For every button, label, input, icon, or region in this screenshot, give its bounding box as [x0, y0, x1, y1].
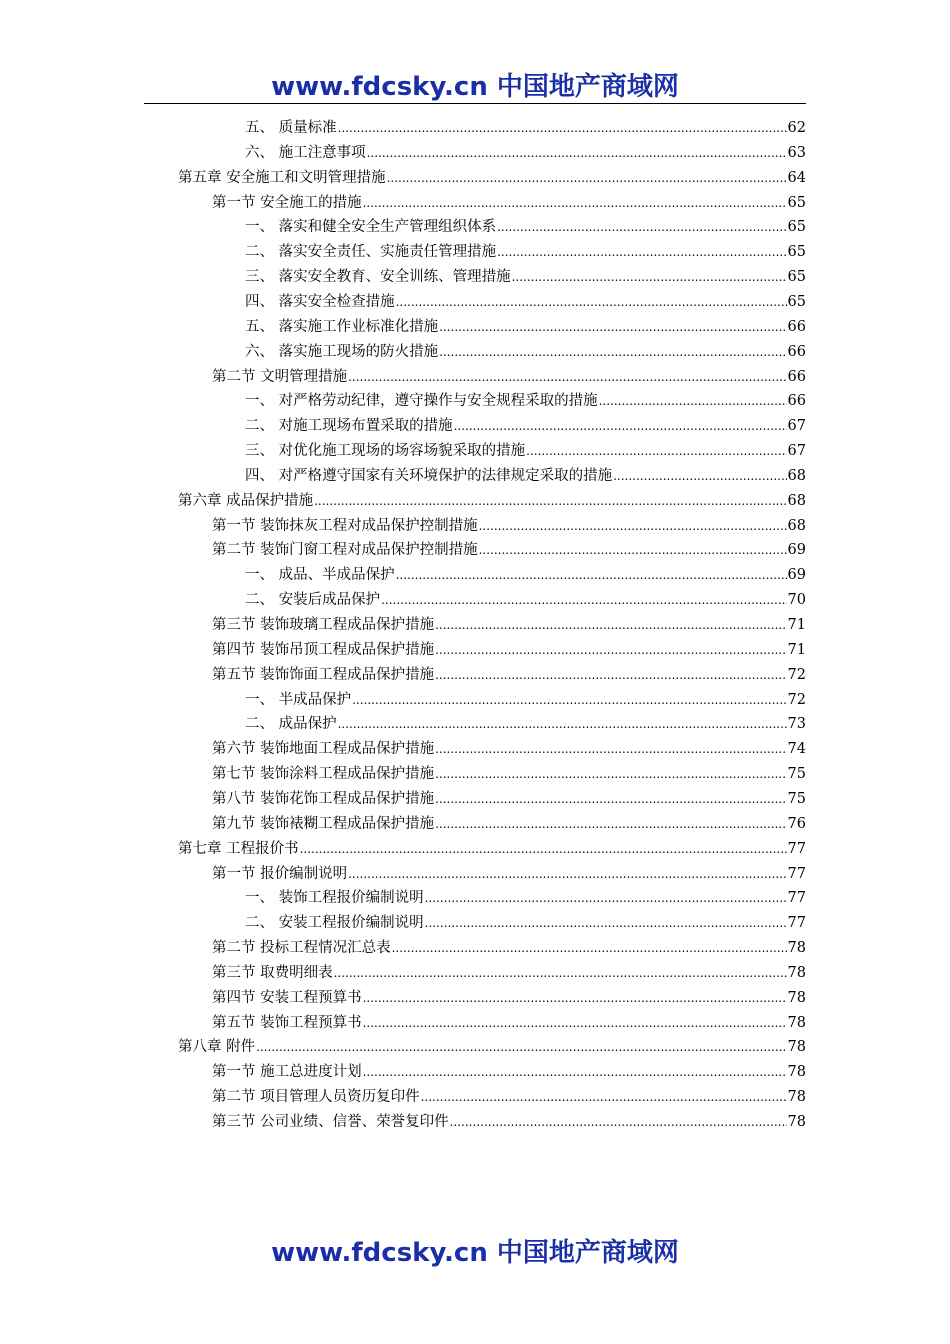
toc-entry[interactable] — [212, 936, 806, 960]
toc-leader-dots — [439, 340, 786, 364]
toc-leader-dots — [512, 265, 787, 289]
toc-entry-title: 第六章 成品保护措施 — [178, 492, 314, 509]
toc-entry-page: 69 — [787, 542, 806, 559]
toc-entry-title: 一、 成品、半成品保护 — [245, 567, 395, 584]
toc-leader-dots — [450, 1110, 787, 1134]
toc-leader-dots — [392, 936, 787, 960]
toc-entry[interactable] — [212, 538, 806, 562]
toc-entry[interactable] — [245, 439, 806, 463]
toc-entry-page: 65 — [787, 244, 806, 261]
toc-entry[interactable] — [245, 588, 806, 612]
toc-leader-dots — [338, 712, 787, 736]
toc-entry-page: 78 — [787, 1089, 806, 1106]
toc-leader-dots — [425, 886, 787, 910]
toc-entry-title: 四、 落实安全检查措施 — [245, 293, 395, 310]
toc-entry-page: 77 — [787, 840, 806, 857]
toc-entry[interactable] — [212, 762, 806, 786]
toc-entry-title: 一、 落实和健全安全生产管理组织体系 — [245, 219, 497, 236]
toc-entry[interactable] — [245, 265, 806, 289]
toc-leader-dots — [526, 439, 786, 463]
toc-entry-page: 78 — [787, 964, 806, 981]
toc-entry-page: 78 — [787, 1064, 806, 1081]
toc-entry[interactable] — [245, 389, 806, 413]
toc-entry-page: 66 — [787, 368, 806, 385]
toc-entry[interactable] — [212, 365, 806, 389]
toc-entry[interactable] — [178, 489, 806, 513]
toc-entry-page: 65 — [787, 219, 806, 236]
toc-leader-dots — [363, 1011, 787, 1035]
toc-leader-dots — [439, 315, 786, 339]
toc-leader-dots — [396, 290, 787, 314]
toc-entry-title: 第二节 项目管理人员资历复印件 — [212, 1089, 420, 1106]
toc-entry[interactable] — [212, 638, 806, 662]
toc-entry[interactable] — [212, 1011, 806, 1035]
toc-entry-title: 六、 施工注意事项 — [245, 144, 366, 161]
toc-entry[interactable] — [212, 737, 806, 761]
toc-entry-page: 68 — [787, 467, 806, 484]
toc-leader-dots — [421, 1085, 787, 1109]
toc-entry-page: 63 — [787, 144, 806, 161]
toc-entry-title: 第五章 安全施工和文明管理措施 — [178, 169, 386, 186]
toc-leader-dots — [352, 688, 786, 712]
toc-entry-title: 第八章 附件 — [178, 1039, 256, 1056]
toc-leader-dots — [338, 116, 787, 140]
toc-entry-title: 一、 半成品保护 — [245, 691, 352, 708]
toc-entry[interactable] — [245, 563, 806, 587]
toc-entry-title: 六、 落实施工现场的防火措施 — [245, 343, 439, 360]
toc-entry-page: 65 — [787, 194, 806, 211]
toc-entry[interactable] — [245, 215, 806, 239]
toc-leader-dots — [396, 563, 787, 587]
toc-leader-dots — [479, 538, 787, 562]
toc-entry[interactable] — [245, 315, 806, 339]
toc-entry-title: 五、 落实施工作业标准化措施 — [245, 318, 439, 335]
toc-entry[interactable] — [245, 290, 806, 314]
toc-leader-dots — [381, 588, 786, 612]
toc-entry[interactable] — [212, 986, 806, 1010]
toc-leader-dots — [497, 240, 786, 264]
toc-leader-dots — [454, 414, 787, 438]
page-header: www.fdcsky.cn 中国地产商域网 — [271, 72, 679, 102]
toc-entry-title: 第二节 文明管理措施 — [212, 368, 348, 385]
toc-leader-dots — [435, 638, 786, 662]
toc-entry-title: 第三节 取费明细表 — [212, 964, 333, 981]
toc-leader-dots — [363, 1060, 787, 1084]
toc-entry-page: 66 — [787, 343, 806, 360]
toc-entry-title: 第七节 装饰涂料工程成品保护措施 — [212, 766, 435, 783]
toc-entry[interactable] — [178, 166, 806, 190]
toc-entry-title: 第四节 安装工程预算书 — [212, 989, 362, 1006]
toc-entry-title: 第一节 安全施工的措施 — [212, 194, 362, 211]
toc-entry-title: 第七章 工程报价书 — [178, 840, 299, 857]
toc-entry-page: 78 — [787, 1114, 806, 1130]
toc-entry[interactable] — [212, 1110, 806, 1134]
toc-leader-dots — [613, 464, 786, 488]
toc-leader-dots — [363, 986, 787, 1010]
toc-entry-title: 第八节 装饰花饰工程成品保护措施 — [212, 790, 435, 807]
toc-leader-dots — [425, 911, 787, 935]
toc-entry-title: 第五节 装饰工程预算书 — [212, 1014, 362, 1031]
toc-leader-dots — [435, 663, 786, 687]
toc-entry-title: 第二节 装饰门窗工程对成品保护控制措施 — [212, 542, 478, 559]
toc-entry-title: 一、 对严格劳动纪律，遵守操作与安全规程采取的措施 — [245, 393, 598, 410]
toc-entry-title: 第一节 报价编制说明 — [212, 865, 348, 882]
toc-entry-page: 78 — [787, 1014, 806, 1031]
toc-entry[interactable] — [245, 240, 806, 264]
toc-entry-page: 76 — [787, 815, 806, 832]
toc-entry-page: 70 — [787, 592, 806, 609]
toc-entry[interactable] — [245, 886, 806, 910]
toc-leader-dots — [348, 365, 786, 389]
toc-entry-title: 二、 安装后成品保护 — [245, 592, 381, 609]
toc-entry[interactable] — [245, 464, 806, 488]
toc-entry[interactable] — [178, 1035, 806, 1059]
toc-leader-dots — [435, 613, 786, 637]
header-rule — [144, 103, 806, 104]
toc-entry[interactable] — [212, 663, 806, 687]
toc-entry-title: 二、 安装工程报价编制说明 — [245, 915, 424, 932]
toc-leader-dots — [348, 862, 786, 886]
toc-leader-dots — [367, 141, 787, 165]
toc-entry[interactable] — [212, 191, 806, 215]
toc-leader-dots — [363, 191, 787, 215]
toc-entry[interactable] — [245, 116, 806, 140]
toc-leader-dots — [599, 389, 787, 413]
toc-entry[interactable] — [245, 688, 806, 712]
toc-entry-title: 第一节 装饰抹灰工程对成品保护控制措施 — [212, 517, 478, 534]
toc-leader-dots — [479, 514, 787, 538]
toc-entry-title: 第五节 装饰饰面工程成品保护措施 — [212, 666, 435, 683]
toc-entry-page: 72 — [787, 666, 806, 683]
toc-entry[interactable] — [212, 514, 806, 538]
toc-entry-title: 第四节 装饰吊顶工程成品保护措施 — [212, 641, 435, 658]
toc-entry[interactable] — [245, 712, 806, 736]
toc-entry-page: 64 — [787, 169, 806, 186]
toc-entry-title: 第九节 装饰裱糊工程成品保护措施 — [212, 815, 435, 832]
toc-entry-title: 第二节 投标工程情况汇总表 — [212, 940, 391, 957]
toc-leader-dots — [497, 215, 786, 239]
toc-entry-title: 四、 对严格遵守国家有关环境保护的法律规定采取的措施 — [245, 467, 613, 484]
toc-entry-title: 二、 落实安全责任、实施责任管理措施 — [245, 244, 497, 261]
toc-leader-dots — [334, 961, 787, 985]
toc-entry[interactable] — [212, 1060, 806, 1084]
toc-entry-page: 78 — [787, 1039, 806, 1056]
toc-entry[interactable] — [212, 961, 806, 985]
toc-entry-page: 68 — [787, 517, 806, 534]
toc-entry[interactable] — [245, 340, 806, 364]
toc-entry-page: 71 — [787, 617, 806, 633]
toc-leader-dots — [435, 762, 786, 786]
toc-entry[interactable] — [178, 837, 806, 861]
toc-entry-title: 三、 落实安全教育、安全训练、管理措施 — [245, 269, 511, 286]
toc-leader-dots — [435, 737, 786, 761]
toc-entry-page: 71 — [787, 641, 806, 658]
toc-entry-title: 第六节 装饰地面工程成品保护措施 — [212, 741, 435, 758]
toc-leader-dots — [435, 812, 786, 836]
toc-entry-title: 五、 质量标准 — [245, 120, 337, 136]
toc-leader-dots — [435, 787, 786, 811]
toc-entry-title: 一、 装饰工程报价编制说明 — [245, 890, 424, 907]
toc-entry-title: 第三节 装饰玻璃工程成品保护措施 — [212, 617, 435, 633]
toc-entry-page: 67 — [787, 418, 806, 435]
toc-entry[interactable] — [212, 862, 806, 886]
toc-entry-title: 第三节 公司业绩、信誉、荣誉复印件 — [212, 1114, 449, 1130]
toc-entry-page: 69 — [787, 567, 806, 584]
toc-entry-page: 75 — [787, 766, 806, 783]
toc-entry-title: 二、 成品保护 — [245, 716, 337, 733]
toc-entry-page: 67 — [787, 443, 806, 460]
toc-entry-page: 78 — [787, 989, 806, 1006]
toc-entry[interactable] — [245, 414, 806, 438]
toc-entry-page: 66 — [787, 318, 806, 335]
toc-entry-page: 65 — [787, 269, 806, 286]
toc-leader-dots — [387, 166, 787, 190]
toc-entry[interactable] — [212, 787, 806, 811]
toc-entry-page: 65 — [787, 293, 806, 310]
toc-entry-page: 77 — [787, 890, 806, 907]
toc-entry-page: 73 — [787, 716, 806, 733]
toc-entry-page: 66 — [787, 393, 806, 410]
toc-entry-page: 68 — [787, 492, 806, 509]
toc-leader-dots — [314, 489, 786, 513]
toc-leader-dots — [256, 1035, 786, 1059]
toc-entry-title: 三、 对优化施工现场的场容场貌采取的措施 — [245, 443, 526, 460]
toc-entry-page: 62 — [787, 120, 806, 136]
toc-entry-page: 78 — [787, 940, 806, 957]
toc-entry[interactable] — [212, 812, 806, 836]
toc-entry-page: 75 — [787, 790, 806, 807]
toc-entry-title: 二、 对施工现场布置采取的措施 — [245, 418, 453, 435]
toc-entry-page: 77 — [787, 915, 806, 932]
toc-entry-title: 第一节 施工总进度计划 — [212, 1064, 362, 1081]
toc-entry-page: 72 — [787, 691, 806, 708]
toc-entry[interactable] — [245, 911, 806, 935]
toc-entry-page: 77 — [787, 865, 806, 882]
toc-entry[interactable] — [212, 1085, 806, 1109]
toc-leader-dots — [300, 837, 787, 861]
page-footer: www.fdcsky.cn 中国地产商域网 — [271, 1238, 679, 1268]
toc-entry-page: 74 — [787, 741, 806, 758]
toc-entry[interactable] — [212, 613, 806, 637]
toc-entry[interactable] — [245, 141, 806, 165]
